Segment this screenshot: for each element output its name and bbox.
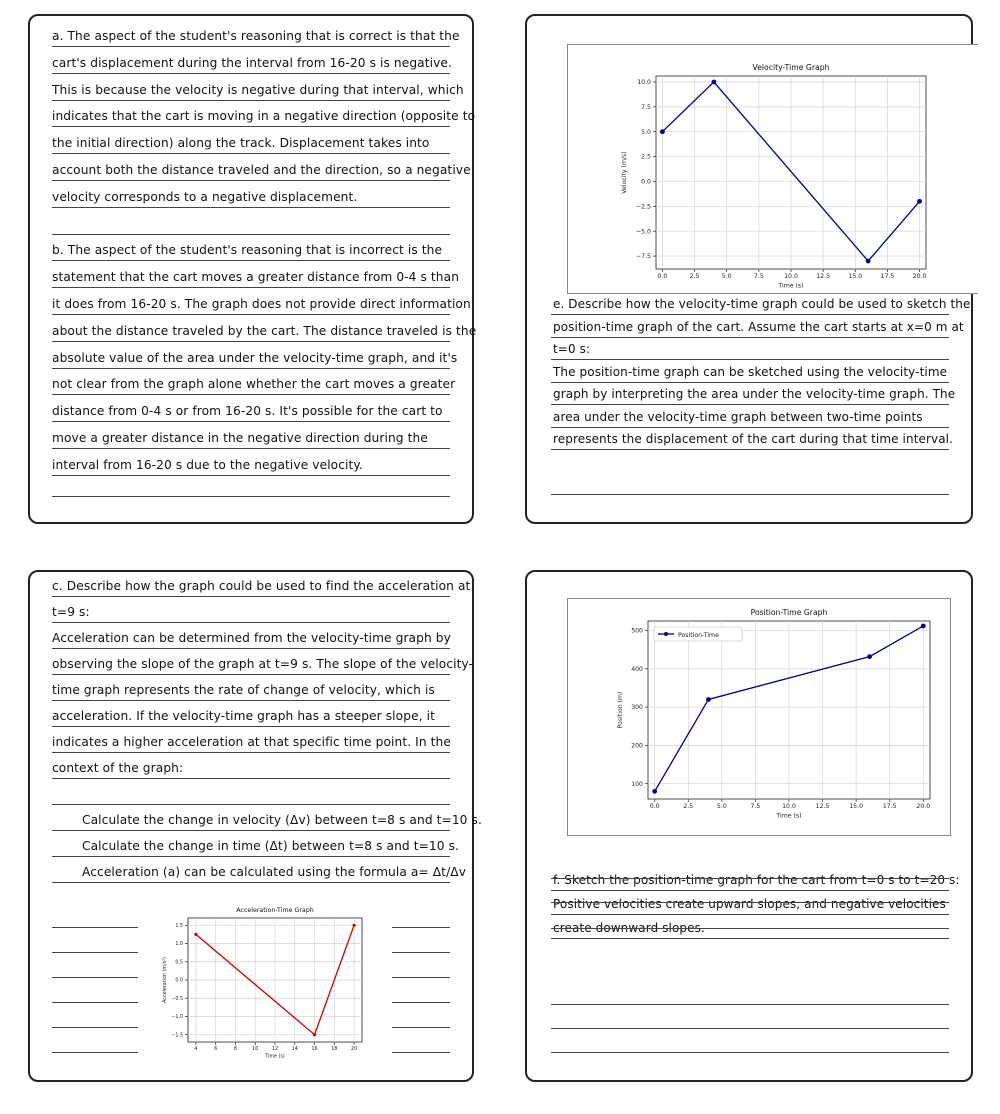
x-axis-label: Time (s) bbox=[778, 282, 804, 290]
answer-text-line: position-time graph of the cart. Assume the cart starts at x=0 m at bbox=[553, 319, 964, 334]
answer-text-line: interval from 16-20 s due to the negative velocity. bbox=[52, 457, 363, 472]
ruled-line bbox=[52, 882, 450, 883]
chart-title: Velocity-Time Graph bbox=[752, 63, 830, 72]
ruled-line bbox=[52, 830, 450, 831]
x-tick-label: 12 bbox=[271, 1046, 279, 1052]
x-tick-label: 12.5 bbox=[815, 803, 830, 811]
ruled-line bbox=[551, 938, 949, 939]
data-point bbox=[711, 80, 716, 85]
ruled-line bbox=[551, 1028, 949, 1029]
ruled-line bbox=[52, 856, 450, 857]
answer-text-line: create downward slopes. bbox=[553, 921, 705, 935]
y-tick-label: 500 bbox=[631, 627, 643, 635]
ruled-line bbox=[52, 1002, 138, 1003]
x-tick-label: 20.0 bbox=[912, 273, 927, 281]
x-tick-label: 2.5 bbox=[683, 803, 694, 811]
ruled-line bbox=[52, 180, 450, 181]
x-tick-label: 17.5 bbox=[882, 803, 897, 811]
panel-answer-f bbox=[525, 570, 973, 1082]
ruled-line bbox=[52, 421, 450, 422]
answer-text-line: area under the velocity-time graph between two-time points bbox=[553, 409, 923, 424]
ruled-line bbox=[392, 927, 450, 928]
ruled-line bbox=[551, 404, 949, 405]
data-point bbox=[706, 697, 711, 702]
ruled-line bbox=[52, 73, 450, 74]
legend-marker bbox=[664, 632, 668, 636]
y-axis-label: Position (m) bbox=[617, 691, 624, 729]
answer-text-line: Calculate the change in time (Δt) between t=8 s and t=10 s. bbox=[82, 839, 460, 853]
ruled-line bbox=[52, 394, 450, 395]
panel-answer-c bbox=[28, 570, 482, 1082]
y-tick-label: −1.5 bbox=[171, 1033, 183, 1039]
ruled-line bbox=[52, 622, 450, 623]
ruled-line bbox=[52, 977, 138, 978]
answer-text-line: absolute value of the area under the velocity-time graph, and it's bbox=[52, 350, 458, 365]
answer-text-line: e. Describe how the velocity-time graph could be used to sketch the bbox=[553, 297, 971, 311]
ruled-line bbox=[52, 596, 450, 597]
answer-text-line: The position-time graph can be sketched using the velocity-time bbox=[553, 364, 948, 379]
data-point bbox=[917, 199, 922, 204]
answer-text-line: Calculate the change in velocity (Δv) between t=8 s and t=10 s. bbox=[82, 813, 482, 827]
y-tick-label: 5.0 bbox=[641, 128, 651, 136]
answer-text-line: represents the displacement of the cart during that time interval. bbox=[553, 432, 954, 446]
x-axis-label: Time (s) bbox=[265, 1054, 285, 1060]
ruled-line bbox=[52, 1052, 138, 1053]
y-tick-label: 1.5 bbox=[175, 923, 183, 929]
x-tick-label: 18 bbox=[331, 1046, 338, 1052]
data-point bbox=[194, 933, 197, 936]
ruled-line bbox=[52, 674, 450, 675]
answer-text-line: This is because the velocity is negative during that interval, which bbox=[52, 82, 464, 97]
y-axis-label: Velocity (m/s) bbox=[621, 151, 628, 194]
position-time-graph-box bbox=[567, 598, 951, 836]
answer-text-line: c. Describe how the graph could be used to find the acceleration at bbox=[52, 579, 471, 593]
answer-text-line: indicates a higher acceleration at that specific time point. In the bbox=[52, 735, 451, 749]
answer-text-line: time graph represents the rate of change of velocity, which is bbox=[52, 683, 435, 697]
data-point bbox=[313, 1033, 316, 1036]
ruled-line bbox=[52, 368, 450, 369]
answer-text-line: Acceleration (a) can be calculated using the formula a= Δt/Δv bbox=[82, 865, 467, 879]
y-tick-label: −1.0 bbox=[171, 1015, 183, 1021]
answer-text-line: move a greater distance in the negative direction during the bbox=[52, 431, 428, 445]
answer-text-line: b. The aspect of the student's reasoning that is incorrect is the bbox=[52, 243, 443, 258]
y-tick-label: 2.5 bbox=[641, 153, 651, 161]
acceleration-time-graph-box bbox=[150, 904, 390, 1064]
x-tick-label: 7.5 bbox=[753, 273, 764, 281]
ruled-line bbox=[551, 902, 949, 903]
chart-title: Acceleration-Time Graph bbox=[236, 907, 314, 914]
ruled-line bbox=[392, 1002, 450, 1003]
answer-text-line: cart's displacement during the interval from 16-20 s is negative. bbox=[52, 55, 452, 70]
ruled-line bbox=[52, 100, 450, 101]
answer-text-line: it does from 16-20 s. The graph does not provide direct information bbox=[52, 297, 471, 311]
x-tick-label: 16 bbox=[311, 1046, 318, 1052]
answer-text-line: indicates that the cart is moving in a negative direction (opposite to bbox=[52, 109, 476, 124]
data-point bbox=[660, 129, 665, 134]
answer-text-line: Acceleration can be determined from the velocity-time graph by bbox=[52, 631, 451, 645]
y-tick-label: 7.5 bbox=[641, 103, 651, 111]
answer-text-line: t=0 s: bbox=[553, 342, 591, 356]
x-tick-label: 8 bbox=[233, 1046, 237, 1052]
x-tick-label: 15.0 bbox=[849, 803, 864, 811]
x-tick-label: 12.5 bbox=[816, 273, 831, 281]
ruled-line bbox=[551, 1052, 949, 1053]
ruled-line bbox=[392, 1027, 450, 1028]
ruled-line bbox=[52, 448, 450, 449]
answer-text-line: acceleration. If the velocity-time graph has a steeper slope, it bbox=[52, 709, 435, 723]
y-tick-label: −5.0 bbox=[635, 228, 651, 236]
y-tick-label: −2.5 bbox=[635, 203, 651, 211]
x-tick-label: 5.0 bbox=[721, 273, 732, 281]
x-tick-label: 14 bbox=[291, 1046, 298, 1052]
ruled-line bbox=[551, 427, 949, 428]
answer-text-line: not clear from the graph alone whether the cart moves a greater bbox=[52, 377, 456, 392]
ruled-line bbox=[551, 337, 949, 338]
y-axis-label: Acceleration (m/s²) bbox=[163, 957, 168, 1003]
x-tick-label: 4 bbox=[194, 1046, 198, 1052]
ruled-line bbox=[551, 928, 949, 929]
answer-text-line: context of the graph: bbox=[52, 761, 184, 775]
ruled-line bbox=[392, 977, 450, 978]
answer-text-line: about the distance traveled by the cart. The distance traveled is the bbox=[52, 323, 477, 338]
answer-text-line: a. The aspect of the student's reasoning that is correct is that the bbox=[52, 29, 460, 43]
ruled-line bbox=[551, 890, 949, 891]
answer-text-line: Positive velocities create upward slopes, and negative velocities bbox=[553, 897, 946, 911]
ruled-line bbox=[52, 234, 450, 235]
ruled-line bbox=[551, 359, 949, 360]
ruled-line bbox=[52, 496, 450, 497]
ruled-line bbox=[551, 878, 949, 879]
ruled-line bbox=[52, 700, 450, 701]
x-tick-label: 0.0 bbox=[657, 273, 668, 281]
x-tick-label: 10 bbox=[252, 1046, 259, 1052]
ruled-line bbox=[392, 1052, 450, 1053]
position-time-chart bbox=[568, 599, 950, 835]
x-tick-label: 15.0 bbox=[848, 273, 863, 281]
ruled-line bbox=[52, 1027, 138, 1028]
ruled-line bbox=[551, 382, 949, 383]
legend-label: Position-Time bbox=[678, 632, 719, 639]
x-tick-label: 5.0 bbox=[716, 803, 727, 811]
answer-text-line: graph by interpreting the area under the velocity-time graph. The bbox=[553, 387, 956, 401]
panel-answer-ab bbox=[28, 14, 477, 524]
x-tick-label: 20.0 bbox=[916, 803, 931, 811]
y-tick-label: −7.5 bbox=[635, 253, 651, 261]
y-tick-label: 200 bbox=[631, 742, 643, 750]
ruled-line bbox=[52, 314, 450, 315]
x-tick-label: 10.0 bbox=[784, 273, 798, 281]
x-tick-label: 17.5 bbox=[880, 273, 895, 281]
ruled-line bbox=[52, 260, 450, 261]
y-tick-label: 400 bbox=[631, 665, 643, 673]
y-tick-label: 0.5 bbox=[175, 960, 183, 966]
panel-answer-e bbox=[525, 14, 973, 524]
x-tick-label: 6 bbox=[214, 1046, 218, 1052]
x-tick-label: 0.0 bbox=[649, 803, 660, 811]
ruled-line bbox=[52, 341, 450, 342]
ruled-line bbox=[52, 126, 450, 127]
answer-text-line: account both the distance traveled and the direction, so a negative bbox=[52, 163, 471, 177]
ruled-line bbox=[52, 726, 450, 727]
y-tick-label: 0.0 bbox=[641, 178, 651, 186]
answer-text-line: f. Sketch the position-time graph for the cart from t=0 s to t=20 s: bbox=[553, 873, 960, 887]
ruled-line bbox=[52, 207, 450, 208]
y-tick-label: 100 bbox=[631, 780, 643, 788]
velocity-time-graph-box bbox=[567, 44, 978, 294]
y-tick-label: 1.0 bbox=[175, 942, 183, 948]
y-tick-label: −0.5 bbox=[171, 996, 183, 1002]
y-tick-label: 0.0 bbox=[175, 978, 183, 984]
ruled-line bbox=[52, 648, 450, 649]
x-axis-label: Time (s) bbox=[776, 812, 802, 820]
data-point bbox=[921, 624, 926, 629]
data-point bbox=[866, 259, 871, 264]
ruled-line bbox=[52, 475, 450, 476]
ruled-line bbox=[52, 927, 138, 928]
ruled-line bbox=[52, 287, 450, 288]
ruled-line bbox=[52, 778, 450, 779]
x-tick-label: 7.5 bbox=[750, 803, 761, 811]
ruled-line bbox=[52, 752, 450, 753]
ruled-line bbox=[551, 494, 949, 495]
ruled-line bbox=[52, 46, 450, 47]
ruled-line bbox=[52, 153, 450, 154]
y-tick-label: 300 bbox=[631, 704, 643, 712]
acceleration-time-chart bbox=[150, 904, 390, 1064]
ruled-line bbox=[551, 1004, 949, 1005]
data-point bbox=[652, 789, 657, 794]
ruled-line bbox=[551, 314, 949, 315]
ruled-line bbox=[52, 952, 138, 953]
data-point bbox=[867, 654, 872, 659]
velocity-time-chart bbox=[568, 45, 978, 293]
ruled-line bbox=[392, 952, 450, 953]
x-tick-label: 20 bbox=[351, 1046, 358, 1052]
chart-title: Position-Time Graph bbox=[750, 608, 828, 617]
answer-text-line: observing the slope of the graph at t=9 s. The slope of the velocity- bbox=[52, 657, 474, 671]
ruled-line bbox=[551, 449, 949, 450]
x-tick-label: 10.0 bbox=[782, 803, 796, 811]
answer-text-line: distance from 0-4 s or from 16-20 s. It's possible for the cart to bbox=[52, 404, 443, 419]
answer-text-line: t=9 s: bbox=[52, 605, 90, 619]
y-tick-label: 10.0 bbox=[637, 79, 651, 87]
x-tick-label: 2.5 bbox=[689, 273, 700, 281]
answer-text-line: statement that the cart moves a greater distance from 0-4 s than bbox=[52, 270, 460, 285]
data-point bbox=[352, 924, 355, 927]
ruled-line bbox=[52, 804, 450, 805]
answer-text-line: velocity corresponds to a negative displacement. bbox=[52, 189, 358, 204]
ruled-line bbox=[551, 914, 949, 915]
answer-text-line: the initial direction) along the track. Displacement takes into bbox=[52, 136, 430, 151]
